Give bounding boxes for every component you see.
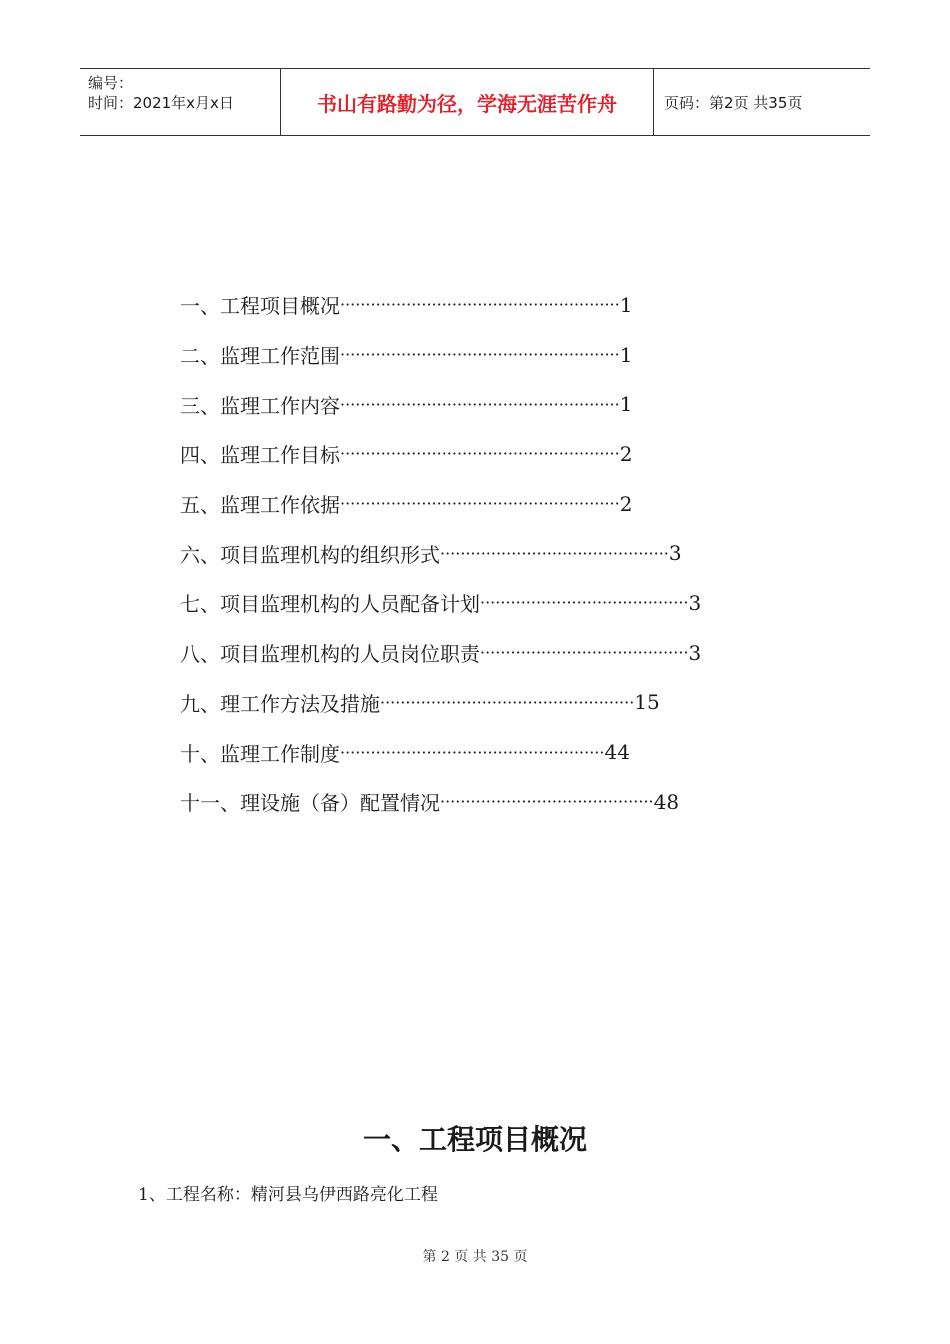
header-motto: 书山有路勤为径，学海无涯苦作舟 — [281, 69, 654, 135]
toc-entry-title: 六、项目监理机构的组织形式 — [180, 542, 440, 567]
project-name-line: 1、工程名称：精河县乌伊西路亮化工程 — [138, 1185, 438, 1205]
toc-entry-page: 2 — [619, 491, 633, 516]
section-heading: 一、工程项目概况 — [362, 1123, 587, 1156]
toc-leader: ·········································· — [440, 792, 654, 812]
page-header — [80, 68, 870, 136]
toc-entry-title: 十一、理设施（备）配置情况 — [180, 791, 440, 816]
toc-entry[interactable] — [180, 678, 820, 728]
header-meta — [80, 69, 281, 135]
toc-entry-page: 48 — [653, 789, 680, 814]
toc-entry[interactable] — [180, 528, 820, 578]
toc-entry-title: 十、监理工作制度 — [180, 741, 340, 766]
toc-entry-title: 四、监理工作目标 — [180, 443, 340, 468]
toc-leader: ············································· — [440, 543, 669, 563]
toc-entry[interactable] — [180, 429, 820, 479]
toc-entry-page: 3 — [688, 590, 702, 615]
toc-leader: ········································· — [480, 643, 689, 663]
toc-entry-title: 九、理工作方法及措施 — [180, 691, 380, 716]
toc-entry[interactable] — [180, 280, 820, 330]
toc-entry[interactable] — [180, 330, 820, 380]
toc-entry-title: 一、工程项目概况 — [180, 294, 340, 319]
toc-entry[interactable] — [180, 479, 820, 529]
toc-leader: ······················································· — [340, 494, 620, 514]
date-label: 时间：2021年x月x日 — [88, 94, 234, 112]
toc-leader: ········································· — [480, 593, 689, 613]
toc-entry[interactable] — [180, 727, 820, 777]
toc-entry-title: 八、项目监理机构的人员岗位职责 — [180, 642, 480, 667]
page-footer: 第 2 页 共 35 页 — [422, 1249, 528, 1265]
toc-entry[interactable] — [180, 777, 820, 827]
toc-entry-page: 1 — [619, 292, 633, 317]
toc-leader: ······················································· — [340, 295, 620, 315]
toc-entry[interactable] — [180, 379, 820, 429]
toc-leader: ···················································· — [340, 742, 605, 762]
toc-entry[interactable] — [180, 628, 820, 678]
toc-entry-title: 二、监理工作范围 — [180, 344, 340, 369]
toc-leader: ······················································· — [340, 394, 620, 414]
toc-entry-title: 七、项目监理机构的人员配备计划 — [180, 592, 480, 617]
toc-leader: ······················································· — [340, 345, 620, 365]
toc-entry-page: 2 — [619, 441, 633, 466]
header-page-info: 页码：第2页 共35页 — [664, 93, 803, 112]
toc-entry-page: 1 — [619, 342, 633, 367]
table-of-contents — [180, 280, 820, 827]
toc-entry-page: 1 — [619, 392, 633, 417]
toc-entry-title: 三、监理工作内容 — [180, 393, 340, 418]
toc-leader: ······················································· — [340, 444, 620, 464]
toc-entry[interactable] — [180, 578, 820, 628]
toc-leader: ·················································· — [380, 692, 635, 712]
toc-entry-title: 五、监理工作依据 — [180, 493, 340, 518]
toc-entry-page: 44 — [604, 740, 630, 765]
toc-entry-page: 3 — [668, 541, 682, 566]
toc-entry-page: 15 — [634, 690, 660, 715]
serial-label: 编号： — [88, 74, 134, 92]
toc-entry-page: 3 — [688, 640, 702, 665]
